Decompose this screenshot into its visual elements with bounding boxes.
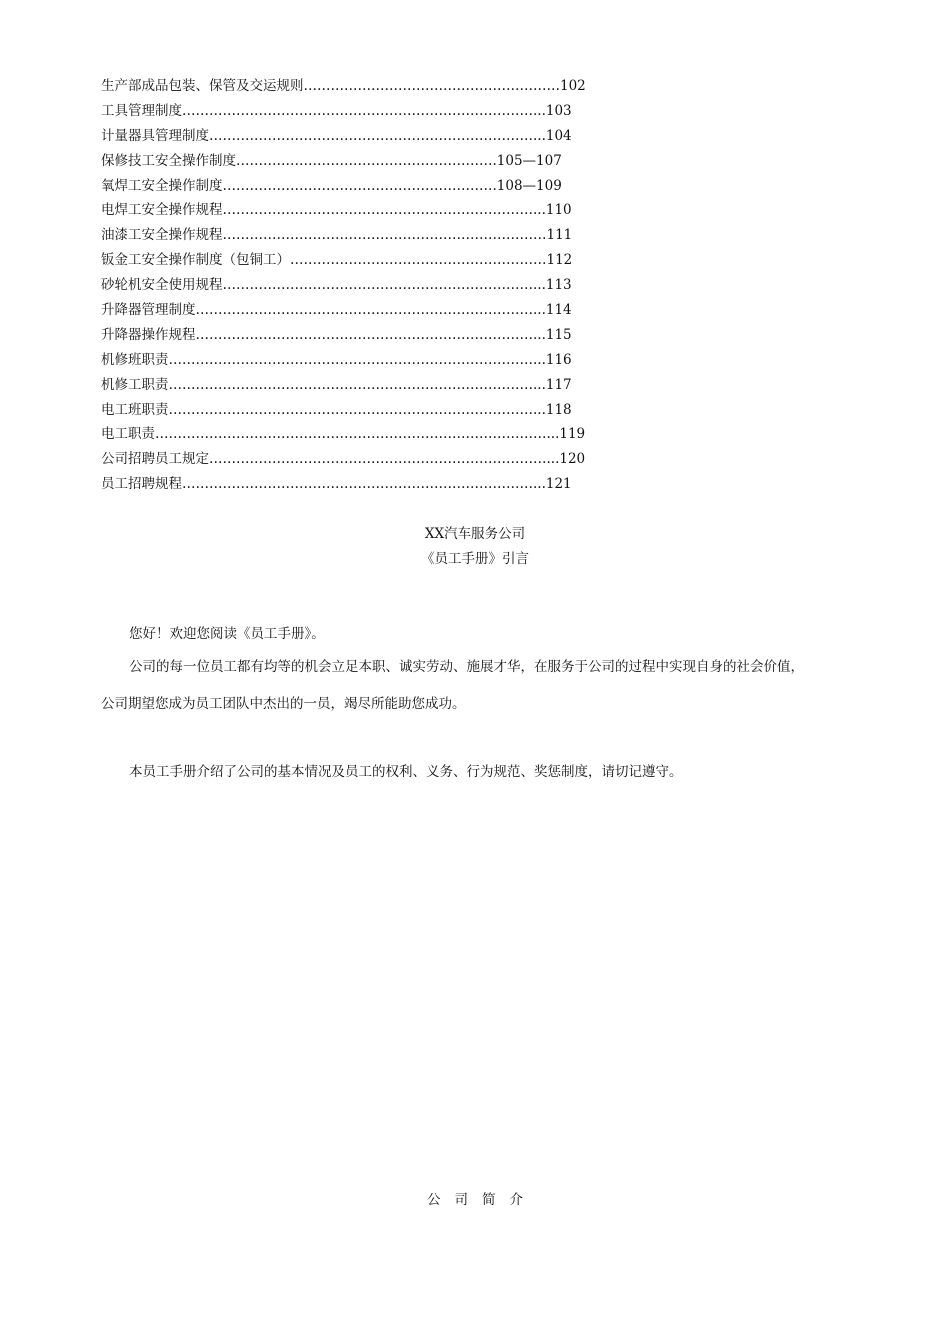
section-heading: 公司简介 [427,1192,537,1208]
toc-entry: 油漆工安全操作规程………………………………………………………………111 [101,227,573,244]
toc-entry: 砂轮机安全使用规程……………………………………………………………...113 [101,277,572,294]
toc-entry: 氧焊工安全操作制度…………………………………………………….108—109 [101,177,562,194]
toc-entry: 机修班职责………………………………………………………………………...116 [101,351,572,368]
toc-entry: 电工班职责………………………………………………………………………...118 [101,401,572,418]
handbook-notice-paragraph: 本员工手册介绍了公司的基本情况及员工的权利、义务、行为规范、奖惩制度，请切记遵守。 [129,764,683,780]
toc-entry: 员工招聘规程……………………………………………………………………...121 [101,476,572,493]
toc-entry: 升降器操作规程…………………………………………………………………...115 [101,326,572,343]
company-name: XX汽车服务公司 [424,526,526,542]
intro-paragraph-line-1: 公司的每一位员工都有均等的机会立足本职、诚实劳动、施展才华，在服务于公司的过程中实现自身的社会价值， [129,659,804,675]
table-of-contents [101,74,591,497]
toc-entry: 公司招聘员工规定…………………………………………………………………...120 [101,451,586,468]
greeting-paragraph: 您好！欢迎您阅读《员工手册》。 [129,626,325,642]
intro-paragraph-line-2: 公司期望您成为员工团队中杰出的一员，竭尽所能助您成功。 [101,696,466,712]
toc-entry: 机修工职责………………………………………………………………………...117 [101,376,572,393]
toc-entry: 计量器具管理制度………………………………………………………………...104 [101,127,572,144]
toc-entry: 升降器管理制度…………………………………………………………………...114 [101,302,572,319]
toc-entry: 保修技工安全操作制度………………………………………………….105—107 [101,152,562,169]
toc-entry: 钣金工安全操作制度（包铜工）…………………………………………………112 [101,252,573,269]
toc-entry: 电焊工安全操作规程……………………………………………………………...110 [101,202,572,219]
intro-title: 《员工手册》引言 [421,551,529,567]
toc-entry: 生产部成品包装、保管及交运规则…………………………………………………102 [101,78,586,94]
toc-entry: 电工职责……………………………………………………………………………...119 [101,426,586,443]
toc-entry: 工具管理制度……………………………………………………………………...103 [101,102,572,119]
